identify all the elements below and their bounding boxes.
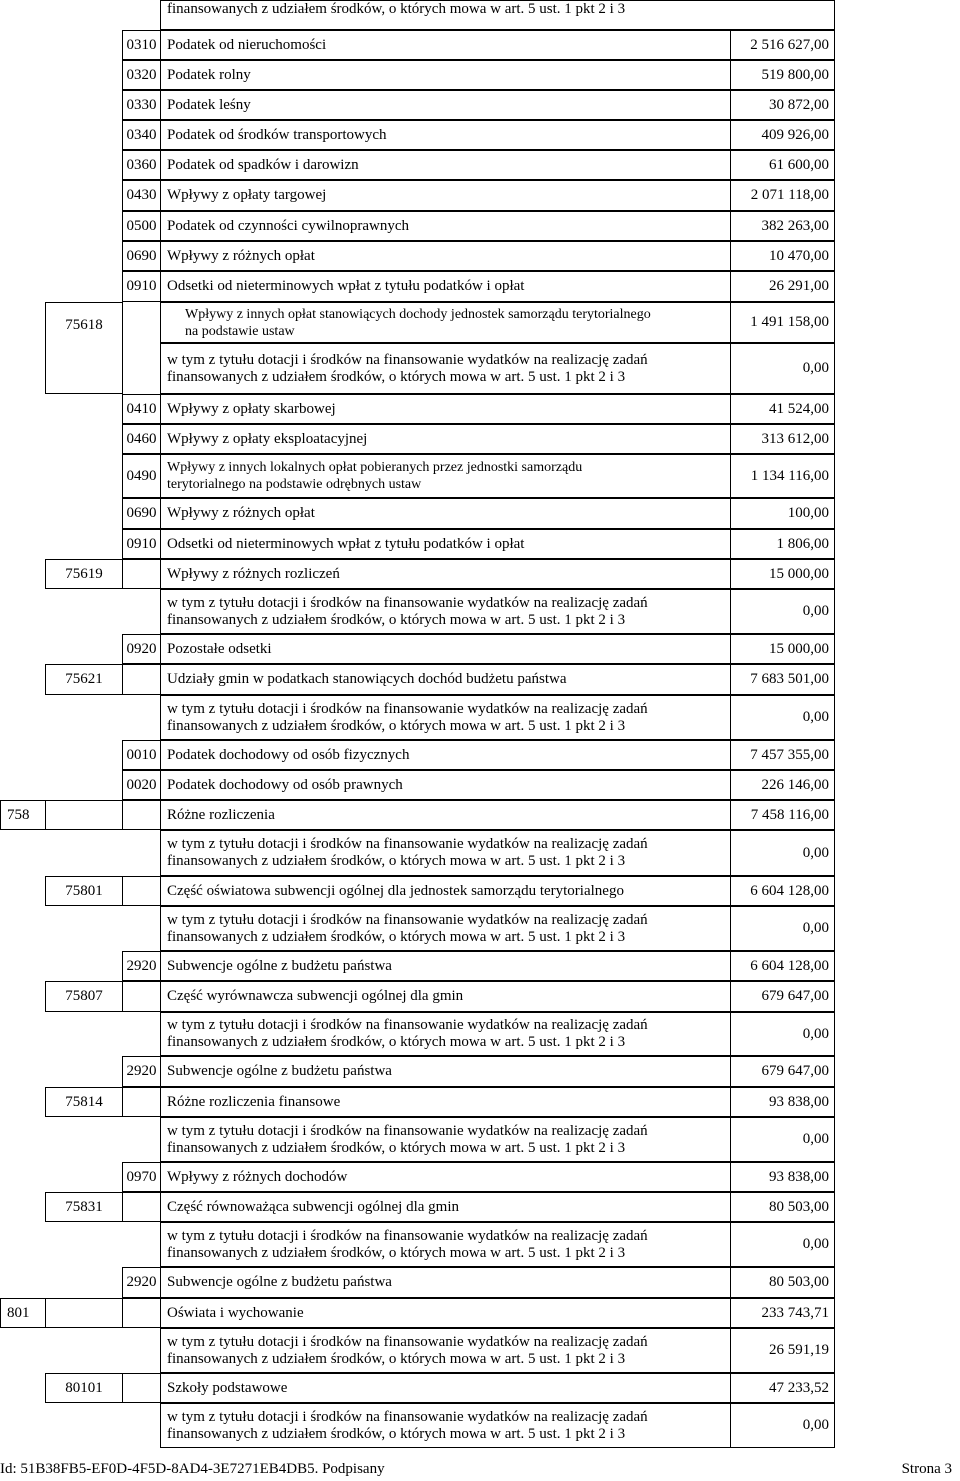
sub-row-line2: finansowanych z udziałem środków, o których mowa w art. 5 ust. 1 pkt 2 i 3 [167, 1244, 626, 1261]
row-name: Odsetki od nieterminowych wpłat z tytułu podatków i opłat [160, 529, 731, 559]
amount-cell: 679 647,00 [730, 1056, 835, 1087]
amount-cell: 226 146,00 [730, 770, 835, 800]
row-name: Podatek od czynności cywilnoprawnych [160, 211, 731, 241]
amount-cell: 26 591,19 [730, 1328, 835, 1373]
paragraph-code: 0340 [122, 120, 161, 150]
table-row [0, 120, 960, 150]
paragraph-code-empty [122, 664, 161, 695]
table-row [0, 424, 960, 454]
amount-cell: 100,00 [730, 498, 835, 529]
row-name: Subwencje ogólne z budżetu państwa [160, 1056, 731, 1087]
table-row [0, 302, 960, 343]
row-name: Część oświatowa subwencji ogólnej dla jednostek samorządu terytorialnego [160, 876, 731, 906]
sub-row-text [160, 830, 731, 876]
sub-row-text [160, 906, 731, 951]
row-name: Część równoważąca subwencji ogólnej dla gmin [160, 1192, 731, 1222]
table-row [0, 1162, 960, 1192]
amount-cell: 0,00 [730, 906, 835, 951]
amount-cell: 382 263,00 [730, 211, 835, 241]
table-row [0, 454, 960, 498]
paragraph-code: 2920 [122, 951, 161, 981]
row-name: Podatek leśny [160, 90, 731, 120]
row-name: Podatek dochodowy od osób prawnych [160, 770, 731, 800]
chapter-code: 75814 [45, 1087, 123, 1117]
amount-cell: 80 503,00 [730, 1267, 835, 1298]
amount-cell: 0,00 [730, 830, 835, 876]
paragraph-code-empty [122, 981, 161, 1012]
table-row [0, 271, 960, 302]
paragraph-code: 0920 [122, 634, 161, 664]
table-row [0, 800, 960, 830]
row-name: Udziały gmin w podatkach stanowiących dochód budżetu państwa [160, 664, 731, 695]
row-name: Podatek od nieruchomości [160, 30, 731, 60]
row-name: Wpływy z opłaty skarbowej [160, 394, 731, 424]
row-name-line1: Wpływy z innych opłat stanowiących dochody jednostek samorządu terytorialnego [185, 306, 651, 322]
table-row [0, 981, 960, 1012]
amount-cell: 0,00 [730, 1012, 835, 1056]
paragraph-code: 0360 [122, 150, 161, 180]
table-row [0, 1192, 960, 1222]
chapter-code: 80101 [45, 1373, 123, 1403]
row-name: Różne rozliczenia [160, 800, 731, 830]
chapter-code: 75831 [45, 1192, 123, 1222]
table-row [0, 770, 960, 800]
table-row [0, 60, 960, 90]
sub-row-line1: w tym z tytułu dotacji i środków na finansowanie wydatków na realizację zadań [167, 1122, 648, 1139]
paragraph-code: 0910 [122, 271, 161, 302]
row-name: Podatek od spadków i darowizn [160, 150, 731, 180]
paragraph-code: 0970 [122, 1162, 161, 1192]
amount-cell: 0,00 [730, 589, 835, 634]
amount-cell: 1 491 158,00 [730, 302, 835, 343]
table-row [0, 343, 960, 394]
document-id: Id: 51B38FB5-EF0D-4F5D-8AD4-3E7271EB4DB5. Podpisany [0, 1461, 385, 1477]
sub-row-text [160, 343, 731, 394]
table-row [0, 1117, 960, 1162]
table-row [0, 1298, 960, 1328]
amount-cell: 6 604 128,00 [730, 876, 835, 906]
table-row [0, 664, 960, 695]
row-name: Podatek od środków transportowych [160, 120, 731, 150]
row-name: Subwencje ogólne z budżetu państwa [160, 1267, 731, 1298]
row-name: Różne rozliczenia finansowe [160, 1087, 731, 1117]
amount-cell: 1 134 116,00 [730, 454, 835, 498]
amount-cell: 2 516 627,00 [730, 30, 835, 60]
chapter-code-empty [45, 800, 123, 830]
table-row [0, 830, 960, 876]
table-row [0, 1267, 960, 1298]
row-name: Oświata i wychowanie [160, 1298, 731, 1328]
row-name-line2: terytorialnego na podstawie odrębnych ustaw [167, 477, 422, 492]
table-row [0, 1056, 960, 1087]
sub-row-line1: w tym z tytułu dotacji i środków na finansowanie wydatków na realizację zadań [167, 351, 648, 368]
paragraph-code: 0430 [122, 180, 161, 211]
paragraph-code: 0010 [122, 740, 161, 770]
sub-row-line2: finansowanych z udziałem środków, o których mowa w art. 5 ust. 1 pkt 2 i 3 [167, 1139, 626, 1156]
table-row [0, 1373, 960, 1403]
row-name: Część wyrównawcza subwencji ogólnej dla gmin [160, 981, 731, 1012]
sub-row-text [160, 589, 731, 634]
row-name: Pozostałe odsetki [160, 634, 731, 664]
table-row [0, 634, 960, 664]
sub-row-line2: finansowanych z udziałem środków, o których mowa w art. 5 ust. 1 pkt 2 i 3 [167, 1350, 626, 1367]
amount-cell: 26 291,00 [730, 271, 835, 302]
paragraph-code: 0500 [122, 211, 161, 241]
paragraph-code: 0910 [122, 529, 161, 559]
row-name-line1: Wpływy z innych lokalnych opłat pobieranych przez jednostki samorządu [167, 460, 583, 475]
paragraph-code-empty [122, 1087, 161, 1117]
paragraph-code: 0020 [122, 770, 161, 800]
paragraph-code-empty [122, 1298, 161, 1328]
amount-cell: 7 457 355,00 [730, 740, 835, 770]
row-name-line2: na podstawie ustaw [185, 323, 295, 339]
table-row [0, 740, 960, 770]
sub-row-text [160, 1328, 731, 1373]
table-row [0, 1222, 960, 1267]
paragraph-code-empty [122, 876, 161, 906]
amount-cell: 6 604 128,00 [730, 951, 835, 981]
row-name [160, 302, 731, 343]
paragraph-code: 0330 [122, 90, 161, 120]
chapter-code: 75618 [45, 302, 123, 394]
sub-row-line2: finansowanych z udziałem środków, o których mowa w art. 5 ust. 1 pkt 2 i 3 [167, 717, 626, 734]
sub-row-text [160, 1117, 731, 1162]
amount-cell: 409 926,00 [730, 120, 835, 150]
table-row [0, 150, 960, 180]
paragraph-code-empty [122, 1373, 161, 1403]
amount-cell: 80 503,00 [730, 1192, 835, 1222]
sub-row-line1: w tym z tytułu dotacji i środków na finansowanie wydatków na realizację zadań [167, 911, 648, 928]
division-code: 801 [0, 1298, 46, 1328]
table-row [0, 0, 960, 30]
table-row [0, 498, 960, 529]
sub-row-line2: finansowanych z udziałem środków, o których mowa w art. 5 ust. 1 pkt 2 i 3 [167, 368, 626, 385]
row-name: Wpływy z różnych opłat [160, 241, 731, 271]
row-name: Podatek rolny [160, 60, 731, 90]
paragraph-code: 0690 [122, 498, 161, 529]
chapter-code: 75619 [45, 559, 123, 589]
table-row [0, 529, 960, 559]
amount-cell: 15 000,00 [730, 634, 835, 664]
table-row [0, 906, 960, 951]
amount-cell: 7 458 116,00 [730, 800, 835, 830]
sub-row-text [160, 0, 835, 30]
chapter-code: 75801 [45, 876, 123, 906]
chapter-code: 75807 [45, 981, 123, 1012]
table-row [0, 241, 960, 271]
table-row [0, 394, 960, 424]
sub-row-text [160, 1222, 731, 1267]
row-name [160, 454, 731, 498]
amount-cell: 0,00 [730, 1222, 835, 1267]
paragraph-code: 2920 [122, 1056, 161, 1087]
sub-row-text [160, 1012, 731, 1056]
table-row [0, 1403, 960, 1448]
sub-row-line1: w tym z tytułu dotacji i środków na finansowanie wydatków na realizację zadań [167, 1017, 648, 1033]
page-number: Strona 3 [901, 1461, 952, 1477]
table-row [0, 30, 960, 60]
sub-row-line1: w tym z tytułu dotacji i środków na finansowanie wydatków na realizację zadań [167, 1227, 648, 1244]
table-row [0, 559, 960, 589]
amount-cell: 0,00 [730, 1117, 835, 1162]
table-row [0, 876, 960, 906]
sub-row-line1: w tym z tytułu dotacji i środków na finansowanie wydatków na realizację zadań [167, 594, 648, 611]
amount-cell: 61 600,00 [730, 150, 835, 180]
paragraph-code: 2920 [122, 1267, 161, 1298]
table-row [0, 951, 960, 981]
amount-cell: 1 806,00 [730, 529, 835, 559]
amount-cell: 10 470,00 [730, 241, 835, 271]
sub-row-line2: finansowanych z udziałem środków, o których mowa w art. 5 ust. 1 pkt 2 i 3 [167, 1425, 626, 1442]
amount-cell: 15 000,00 [730, 559, 835, 589]
row-name: Wpływy z opłaty targowej [160, 180, 731, 211]
amount-cell: 0,00 [730, 695, 835, 740]
sub-row-text [160, 695, 731, 740]
table-row [0, 211, 960, 241]
row-name: Subwencje ogólne z budżetu państwa [160, 951, 731, 981]
sub-row-line2: finansowanych z udziałem środków, o których mowa w art. 5 ust. 1 pkt 2 i 3 [167, 853, 626, 869]
row-name: Wpływy z różnych rozliczeń [160, 559, 731, 589]
amount-cell: 0,00 [730, 343, 835, 394]
paragraph-code: 0310 [122, 30, 161, 60]
page-footer [0, 1459, 960, 1481]
table-row [0, 90, 960, 120]
amount-cell: 313 612,00 [730, 424, 835, 454]
sub-row-line2: finansowanych z udziałem środków, o których mowa w art. 5 ust. 1 pkt 2 i 3 [167, 1034, 626, 1050]
row-name: Szkoły podstawowe [160, 1373, 731, 1403]
amount-cell: 2 071 118,00 [730, 180, 835, 211]
sub-row-line1: w tym z tytułu dotacji i środków na finansowanie wydatków na realizację zadań [167, 1408, 648, 1425]
paragraph-code-empty [122, 800, 161, 830]
sub-row-line1: w tym z tytułu dotacji i środków na finansowanie wydatków na realizację zadań [167, 1333, 648, 1350]
table-row [0, 180, 960, 211]
sub-row-line2: finansowanych z udziałem środków, o których mowa w art. 5 ust. 1 pkt 2 i 3 [167, 1, 626, 17]
amount-cell: 47 233,52 [730, 1373, 835, 1403]
row-name: Odsetki od nieterminowych wpłat z tytułu podatków i opłat [160, 271, 731, 302]
amount-cell: 233 743,71 [730, 1298, 835, 1328]
table-row [0, 1087, 960, 1117]
amount-cell: 30 872,00 [730, 90, 835, 120]
paragraph-code: 0320 [122, 60, 161, 90]
row-name: Podatek dochodowy od osób fizycznych [160, 740, 731, 770]
sub-row-line2: finansowanych z udziałem środków, o których mowa w art. 5 ust. 1 pkt 2 i 3 [167, 928, 626, 945]
table-row [0, 589, 960, 634]
sub-row-line1: w tym z tytułu dotacji i środków na finansowanie wydatków na realizację zadań [167, 836, 648, 852]
row-name: Wpływy z opłaty eksploatacyjnej [160, 424, 731, 454]
amount-cell: 679 647,00 [730, 981, 835, 1012]
amount-cell: 93 838,00 [730, 1087, 835, 1117]
paragraph-code-empty [122, 1192, 161, 1222]
paragraph-code: 0690 [122, 241, 161, 271]
amount-cell: 7 683 501,00 [730, 664, 835, 695]
sub-row-line1: w tym z tytułu dotacji i środków na finansowanie wydatków na realizację zadań [167, 700, 648, 717]
amount-cell: 0,00 [730, 1403, 835, 1448]
amount-cell: 519 800,00 [730, 60, 835, 90]
paragraph-code-empty [122, 559, 161, 589]
paragraph-code: 0490 [122, 454, 161, 498]
chapter-code: 75621 [45, 664, 123, 695]
sub-row-text [160, 1403, 731, 1448]
table-row [0, 1012, 960, 1056]
table-row [0, 1328, 960, 1373]
paragraph-code: 0410 [122, 394, 161, 424]
amount-cell: 93 838,00 [730, 1162, 835, 1192]
row-name: Wpływy z różnych opłat [160, 498, 731, 529]
chapter-code-empty [45, 1298, 123, 1328]
amount-cell: 41 524,00 [730, 394, 835, 424]
sub-row-line2: finansowanych z udziałem środków, o których mowa w art. 5 ust. 1 pkt 2 i 3 [167, 611, 626, 628]
division-code: 758 [0, 800, 46, 830]
paragraph-code: 0460 [122, 424, 161, 454]
table-row [0, 695, 960, 740]
row-name: Wpływy z różnych dochodów [160, 1162, 731, 1192]
